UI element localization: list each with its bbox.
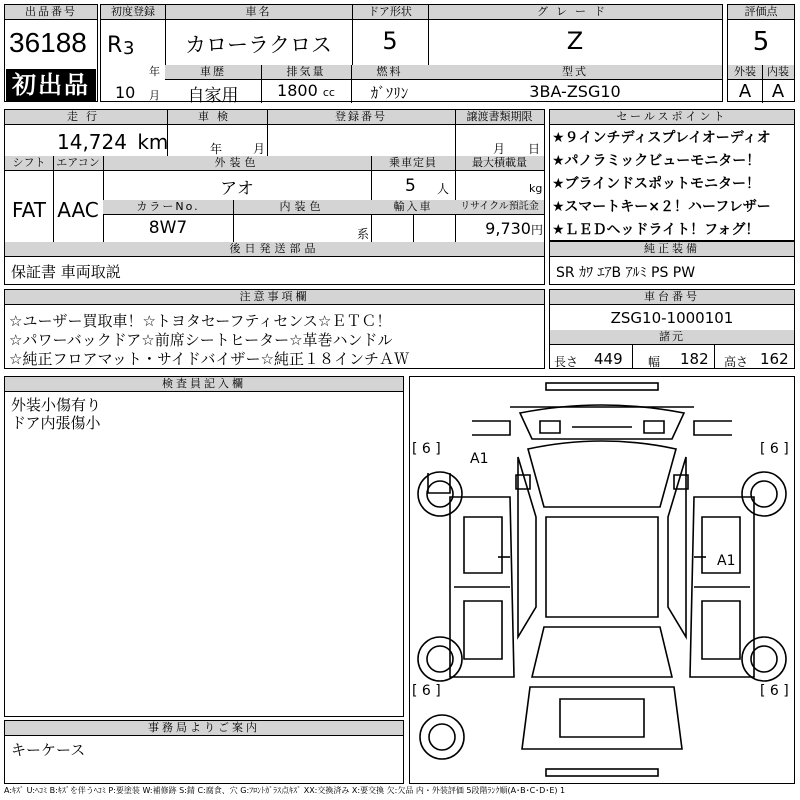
later-parts-label: 後日発送部品: [5, 242, 544, 257]
first-reg-month: 10: [115, 83, 136, 102]
genuine-equipment-value: SR ｶﾜ ｴｱB ｱﾙﾐ PS PW: [556, 265, 696, 281]
exterior-color-value: アオ: [220, 179, 254, 199]
inspection-month-unit: 月: [253, 142, 266, 156]
shift-value: FAT: [11, 198, 46, 222]
later-parts-value: 保証書 車両取説: [11, 263, 121, 281]
score-ext-value: A: [738, 81, 752, 102]
sales-points-box: [549, 109, 795, 241]
aircon-value: AAC: [57, 198, 99, 222]
lot-label: 出品番号: [5, 5, 97, 20]
interior-color-label: 内装色: [233, 200, 371, 215]
tire-mark-front-right: [ 6 ]: [760, 441, 789, 457]
inspection-label: 車検: [167, 110, 267, 125]
inspector-line-1: 外装小傷有り: [11, 396, 102, 414]
car-diagram: [410, 377, 794, 783]
displacement-value: [261, 81, 351, 100]
aircon-label: エアコン: [53, 156, 103, 171]
dimensions-label: 諸元: [550, 330, 794, 345]
notes-label: 注意事項欄: [5, 290, 544, 305]
displacement-number: 1800: [277, 81, 318, 100]
inspector-label: 検査員記入欄: [5, 377, 403, 392]
notes-box: [4, 289, 545, 369]
inspector-line-2: ドア内張傷小: [11, 414, 101, 432]
transfer-month-unit: 月: [493, 142, 506, 156]
sales-point-1: ★９インチディスプレイオーディオ: [552, 130, 771, 146]
doors-value: 5: [382, 27, 398, 55]
first-reg-year: 3: [123, 38, 135, 59]
sales-point-3: ★ブラインドスポットモニター！: [552, 176, 760, 192]
office-value: キーケース: [11, 741, 86, 759]
fuel-value: ｶﾞｿﾘﾝ: [370, 84, 409, 102]
score-int-value: A: [771, 81, 785, 102]
color-no-value: 8W7: [148, 218, 188, 238]
width-value: 182: [680, 350, 709, 368]
fuel-label: 燃料: [351, 65, 428, 80]
tire-mark-front-left: [ 6 ]: [412, 441, 441, 457]
lot-box: [4, 4, 98, 102]
legend: A:ｷｽﾞ U:ﾍｺﾐ B:ｷｽﾞを伴うﾍｺﾐ P:要塗装 W:補修跡 S:錆 C:腐食、穴 G:ﾌﾛﾝﾄｶﾞﾗｽ点ｷｽﾞ XX:交換済み X:要交換 欠:欠品 内・外装評価 5段階ﾗﾝｸ順(A･B･C･D･E) 1: [4, 786, 566, 795]
score-ext-label: 外装: [728, 65, 762, 80]
score-int-label: 内装: [762, 65, 794, 80]
chassis-label: 車台番号: [550, 290, 794, 305]
doors-label: ドア形状: [352, 5, 428, 20]
first-reg-era: R: [107, 33, 123, 58]
model-label: 型式: [428, 65, 722, 80]
car-name-label: 車名: [165, 5, 352, 20]
height-value: 162: [760, 350, 789, 368]
height-label: 高さ: [724, 355, 749, 369]
inspection-year-unit: 年: [210, 142, 223, 156]
recycle-label: リサイクル預託金: [455, 200, 544, 215]
usage-label: 車歴: [165, 65, 261, 80]
header-main-box: [100, 4, 723, 106]
first-reg-year-unit: 年: [149, 65, 160, 78]
lot-number: 36188: [9, 27, 87, 58]
car-diagram-box: [409, 376, 795, 784]
mileage-label: 走行: [5, 110, 167, 125]
grade-value: Z: [566, 27, 584, 55]
transfer-day-unit: 日: [528, 142, 541, 156]
length-value: 449: [594, 350, 623, 368]
car-name-value: カローラクロス: [185, 33, 332, 57]
mileage-value: [57, 130, 168, 154]
import-label: 輸入車: [371, 200, 455, 215]
length-label: 長さ: [554, 355, 579, 369]
grade-label: グレード: [428, 5, 722, 20]
inspector-box: [4, 376, 404, 717]
notes-line-1: ☆ユーザー買取車！☆トヨタセーフティセンス☆ＥＴＣ！: [9, 312, 392, 330]
tire-mark-rear-right: [ 6 ]: [760, 683, 789, 699]
genuine-equipment-label: 純正装備: [550, 242, 794, 257]
score-value: 5: [752, 27, 770, 57]
color-no-label: カラーNo.: [103, 200, 233, 215]
exterior-color-label: 外装色: [103, 156, 371, 171]
genuine-equipment-box: [549, 241, 795, 285]
sales-point-5: ★ＬＥＤヘッドライト！フォグ！: [552, 222, 760, 238]
recycle-unit: 円: [530, 223, 543, 237]
office-label: 事務局よりご案内: [5, 721, 403, 736]
score-box: [727, 4, 795, 102]
chassis-value: ZSG10-1000101: [610, 309, 734, 327]
reg-number-label: 登録番号: [267, 110, 455, 125]
sales-point-4: ★スマートキー×２！ハーフレザー: [552, 199, 771, 215]
capacity-unit: 人: [437, 182, 450, 196]
displacement-label: 排気量: [261, 65, 351, 80]
chassis-box: [549, 289, 795, 369]
recycle-value: [455, 219, 543, 238]
displacement-unit: cc: [322, 86, 335, 99]
first-reg-month-unit: 月: [149, 89, 160, 102]
damage-mark-right-side: A1: [717, 553, 736, 569]
tire-mark-rear-left: [ 6 ]: [412, 683, 441, 699]
notes-line-3: ☆純正フロアマット・サイドバイザー☆純正１８インチＡＷ: [9, 350, 409, 368]
max-load-unit: kg: [529, 182, 543, 195]
usage-value: 自家用: [187, 86, 239, 106]
capacity-value: 5: [405, 176, 416, 196]
damage-mark-front-left: A1: [470, 451, 489, 467]
capacity-label: 乗車定員: [371, 156, 455, 171]
first-listing-badge: 初出品: [6, 69, 96, 101]
sales-point-2: ★パノラミックビューモニター！: [552, 153, 761, 169]
max-load-label: 最大積載量: [455, 156, 544, 171]
width-label: 幅: [648, 355, 661, 369]
first-reg-label: 初度登録: [101, 5, 165, 20]
sales-points-label: セールスポイント: [550, 110, 794, 125]
shift-label: シフト: [5, 156, 53, 171]
model-value: 3BA-ZSG10: [529, 82, 621, 101]
vehicle-info-box: [4, 109, 545, 285]
interior-color-unit: 系: [357, 227, 370, 241]
office-box: [4, 720, 404, 784]
mileage-number: 14,724: [57, 130, 127, 154]
notes-line-2: ☆パワーバックドア☆前席シートヒーター☆革巻ハンドル: [9, 331, 393, 349]
recycle-number: 9,730: [485, 219, 531, 238]
mileage-unit: km: [137, 130, 169, 154]
score-label: 評価点: [728, 5, 794, 20]
transfer-deadline-label: 譲渡書類期限: [455, 110, 544, 125]
